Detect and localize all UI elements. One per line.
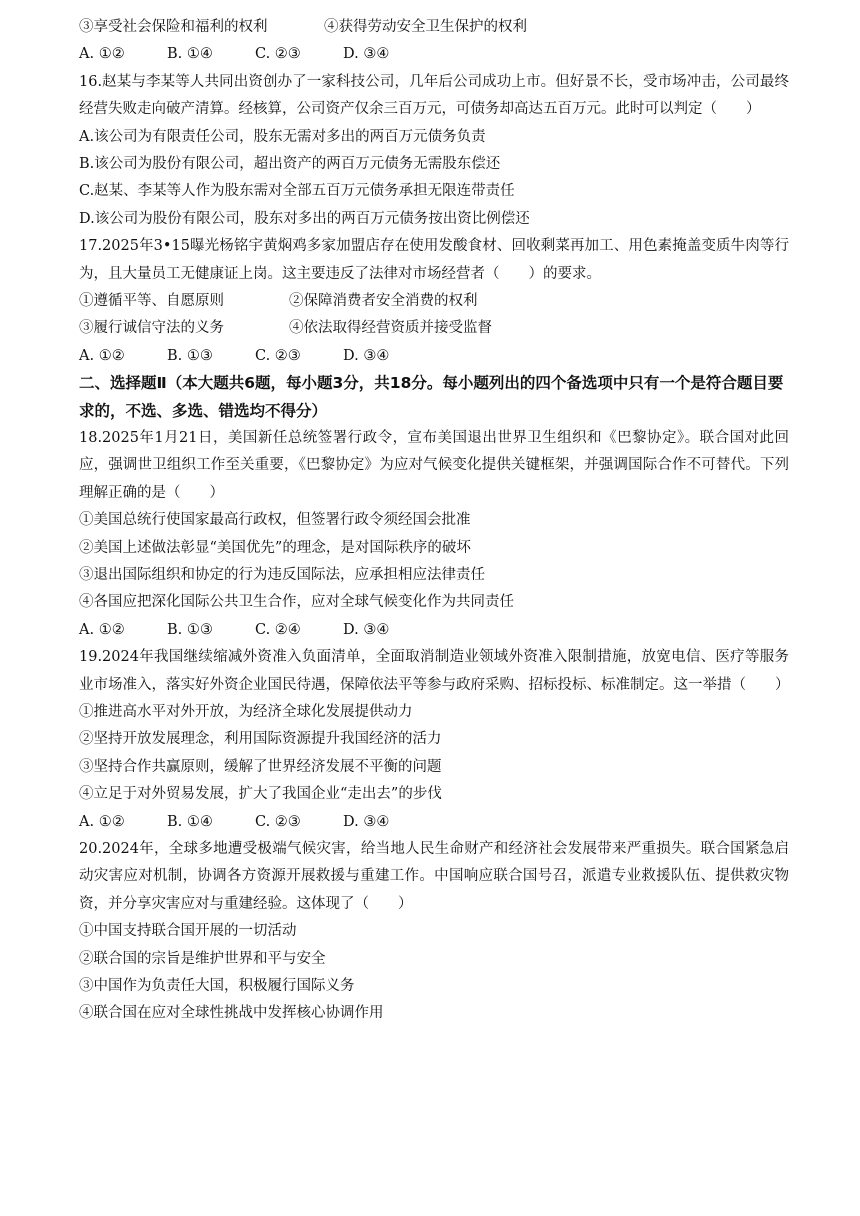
q16-option-d: D.该公司为股份有限公司，股东对多出的两百万元债务按出资比例偿还 (79, 210, 530, 227)
q17-option-3: ③履行诚信守法的义务 (79, 320, 224, 337)
q17-choice-d: D. ③④ (343, 347, 390, 364)
q15-option-4: ④获得劳动安全卫生保护的权利 (324, 19, 527, 35)
q17-choice-b: B. ①③ (167, 347, 213, 364)
q19-choice-c: C. ②③ (255, 813, 301, 830)
q16-option-c: C.赵某、李某等人作为股东需对全部五百万元债务承担无限连带责任 (79, 183, 515, 200)
q20-option-3: ③中国作为负责任大国，积极履行国际义务 (79, 977, 355, 994)
q17-options-row-2 (79, 315, 789, 342)
q18-option-2: ②美国上述做法彰显“美国优先”的理念，是对国际秩序的破坏 (79, 539, 471, 556)
q16-stem: 16.赵某与李某等人共同出资创办了一家科技公司，几年后公司成功上市。但好景不长，受市场冲击，公司最终经营失败走向破产清算。经核算，公司资产仅余三百万元，可债务却高达五百万元。此时可以判定（ ） (79, 73, 789, 118)
q18-stem: 18.2025年1月21日，美国新任总统签署行政令，宣布美国退出世界卫生组织和《巴黎协定》。联合国对此回应，强调世卫组织工作至关重要，《巴黎协定》为应对气候变化提供关键框架，并强调国际合作不可替代。下列理解正确的是（ ） (79, 429, 789, 501)
q17-option-2: ②保障消费者安全消费的权利 (289, 292, 478, 309)
q15-choice-d: D. ③④ (343, 46, 390, 63)
q17-choice-c: C. ②③ (255, 347, 301, 364)
q15-option-3: ③享受社会保险和福利的权利 (79, 19, 268, 35)
q19-choice-a: A. ①② (79, 813, 125, 830)
q20-option-2: ②联合国的宗旨是维护世界和平与安全 (79, 950, 326, 967)
q19-stem: 19.2024年我国继续缩减外资准入负面清单，全面取消制造业领域外资准入限制措施，放宽电信、医疗等服务业市场准入，落实好外资企业国民待遇，保障依法平等参与政府采购、招标投标、标准制定。这一举措（ ） (79, 649, 790, 693)
q19-option-2: ②坚持开放发展理念，利用国际资源提升我国经济的活力 (79, 731, 442, 748)
q19-choice-d: D. ③④ (343, 813, 390, 830)
q18-choice-a: A. ①② (79, 621, 125, 638)
q20-option-4: ④联合国在应对全球性挑战中发挥核心协调作用 (79, 1005, 384, 1022)
section-2-heading: 二、选择题Ⅱ（本大题共6题，每小题3分，共18分。每小题列出的四个备选项中只有一个是符合题目要求的，不选、多选、错选均不得分） (79, 374, 784, 420)
q19-option-3: ③坚持合作共赢原则，缓解了世界经济发展不平衡的问题 (79, 758, 442, 775)
q18-choice-d: D. ③④ (343, 621, 390, 638)
q19-choices (79, 809, 789, 836)
q16-option-b: B.该公司为股份有限公司，超出资产的两百万元债务无需股东偿还 (79, 155, 501, 172)
q18-choice-b: B. ①③ (167, 621, 213, 638)
q18-option-4: ④各国应把深化国际公共卫生合作，应对全球气候变化作为共同责任 (79, 594, 514, 611)
q15-choice-c: C. ②③ (255, 46, 301, 63)
q18-choice-c: C. ②④ (255, 621, 301, 638)
q20-option-1: ①中国支持联合国开展的一切活动 (79, 923, 297, 940)
q15-choice-b: B. ①④ (167, 46, 213, 63)
q17-stem: 17.2025年3•15曝光杨铭宇黄焖鸡多家加盟店存在使用发酸食材、回收剩菜再加工、用色素掩盖变质牛肉等行为，且大量员工无健康证上岗。这主要违反了法律对市场经营者（ ）的要求。 (79, 238, 789, 282)
q17-options-row-1 (79, 288, 789, 315)
q17-option-1: ①遵循平等、自愿原则 (79, 292, 224, 309)
exam-page (79, 14, 789, 1028)
q19-option-4: ④立足于对外贸易发展，扩大了我国企业“走出去”的步伐 (79, 786, 442, 803)
q17-option-4: ④依法取得经营资质并接受监督 (289, 320, 492, 337)
q17-choices (79, 343, 789, 370)
q15-choices (79, 41, 789, 68)
q18-option-3: ③退出国际组织和协定的行为违反国际法，应承担相应法律责任 (79, 566, 485, 583)
q16-option-a: A.该公司为有限责任公司，股东无需对多出的两百万元债务负责 (79, 128, 486, 145)
q19-choice-b: B. ①④ (167, 813, 213, 830)
q20-stem: 20.2024年，全球多地遭受极端气候灾害，给当地人民生命财产和经济社会发展带来严重损失。联合国紧急启动灾害应对机制，协调各方资源开展救援与重建工作。中国响应联合国号召，派遣专业救援队伍、提供救灾物资，并分享灾害应对与重建经验。这体现了（ ） (79, 840, 789, 912)
q17-choice-a: A. ①② (79, 347, 125, 364)
q15-choice-a: A. ①② (79, 46, 125, 63)
q18-option-1: ①美国总统行使国家最高行政权，但签署行政令须经国会批准 (79, 512, 471, 529)
q19-option-1: ①推进高水平对外开放，为经济全球化发展提供动力 (79, 703, 413, 720)
q15-options-row (79, 14, 789, 41)
q18-choices (79, 617, 789, 644)
